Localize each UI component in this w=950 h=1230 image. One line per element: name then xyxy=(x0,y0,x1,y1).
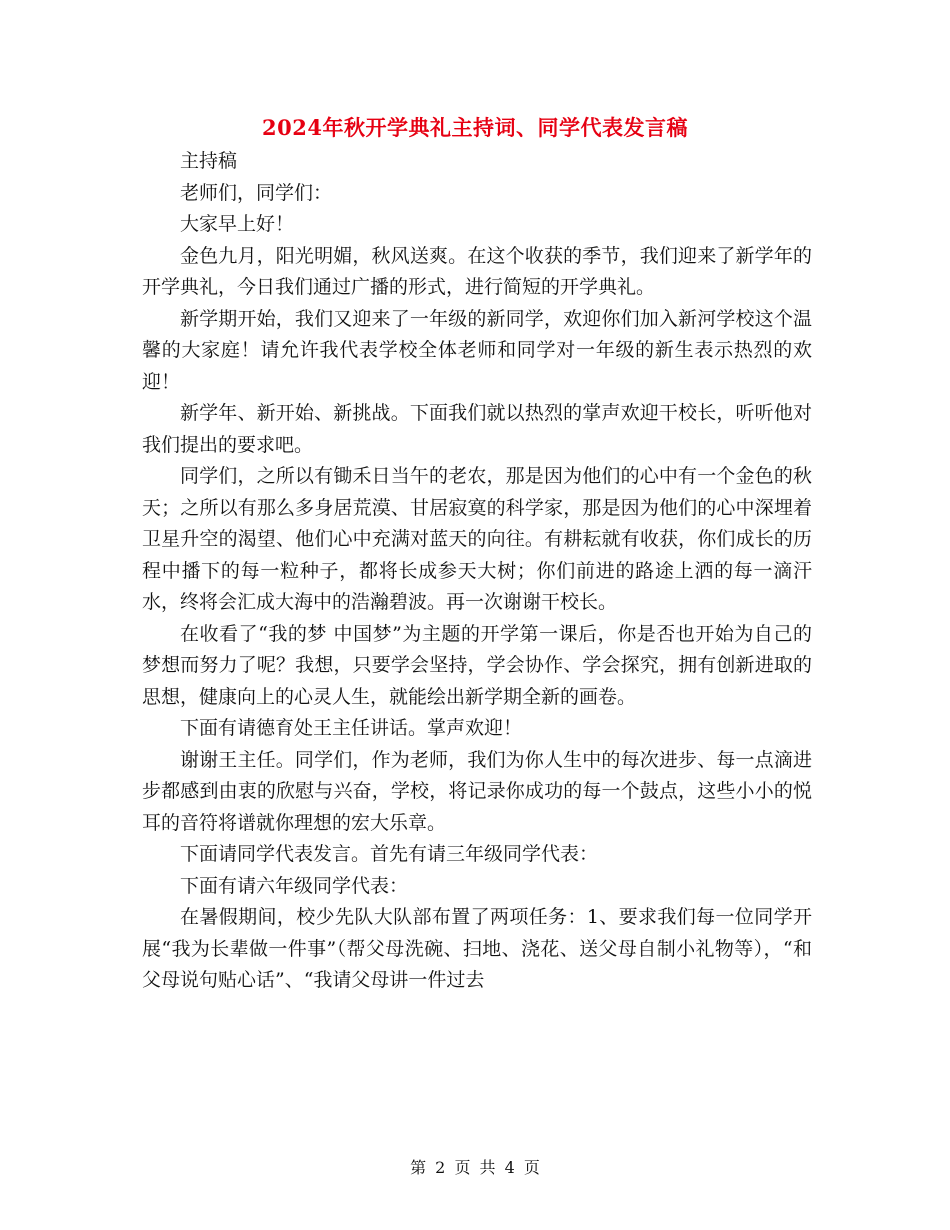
paragraph-heading: 主持稿 xyxy=(180,150,238,172)
paragraph: 谢谢王主任。同学们，作为老师，我们为你人生中的每次进步、每一点滴进步都感到由衷的欣慰与兴奋，学校，将记录你成功的每一个鼓点，这些小小的悦耳的音符将谱就你理想的宏大乐章。 xyxy=(142,748,812,834)
paragraph: 新学期开始，我们又迎来了一年级的新同学，欢迎你们加入新河学校这个温馨的大家庭！请允许我代表学校全体老师和同学对一年级的新生表示热烈的欢迎！ xyxy=(142,307,812,393)
paragraph: 在暑假期间，校少先队大队部布置了两项任务：1、要求我们每一位同学开展“我为长辈做一件事”（帮父母洗碗、扫地、浇花、送父母自制小礼物等），“和父母说句贴心话”、“我请父母讲一件过去 xyxy=(142,906,812,991)
page-number-footer: 第 2 页 共 4 页 xyxy=(410,1158,540,1177)
paragraph-salutation: 老师们，同学们： xyxy=(180,181,333,204)
paragraph: 下面请同学代表发言。首先有请三年级同学代表： xyxy=(180,843,599,865)
paragraph-greeting: 大家早上好！ xyxy=(180,213,295,235)
document-title: 2024年秋开学典礼主持词、同学代表发言稿 xyxy=(262,115,688,140)
paragraph: 新学年、新开始、新挑战。下面我们就以热烈的掌声欢迎干校长，听听他对我们提出的要求吧。 xyxy=(142,402,812,456)
paragraph: 下面有请德育处王主任讲话。掌声欢迎！ xyxy=(180,717,523,739)
document-body xyxy=(142,146,812,997)
paragraph: 在收看了“我的梦 中国梦”为主题的开学第一课后，你是否也开始为自己的梦想而努力了呢？我想，只要学会坚持，学会协作、学会探究，拥有创新进取的思想，健康向上的心灵人生，就能绘出新学期全新的画卷。 xyxy=(142,622,812,708)
paragraph: 下面有请六年级同学代表： xyxy=(180,874,409,897)
paragraph: 同学们，之所以有锄禾日当午的老农，那是因为他们的心中有一个金色的秋天；之所以有那么多身居荒漠、甘居寂寞的科学家，那是因为他们的心中深埋着卫星升空的渴望、他们心中充满对蓝天的向往。有耕耘就有收获，你们成长的历程中播下的每一粒种子，都将长成参天大树；你们前进的路途上洒的每一滴汗水，终将会汇成大海中的浩瀚碧波。再一次谢谢干校长。 xyxy=(142,465,812,613)
paragraph: 金色九月，阳光明媚，秋风送爽。在这个收获的季节，我们迎来了新学年的开学典礼，今日我们通过广播的形式，进行简短的开学典礼。 xyxy=(142,244,812,298)
